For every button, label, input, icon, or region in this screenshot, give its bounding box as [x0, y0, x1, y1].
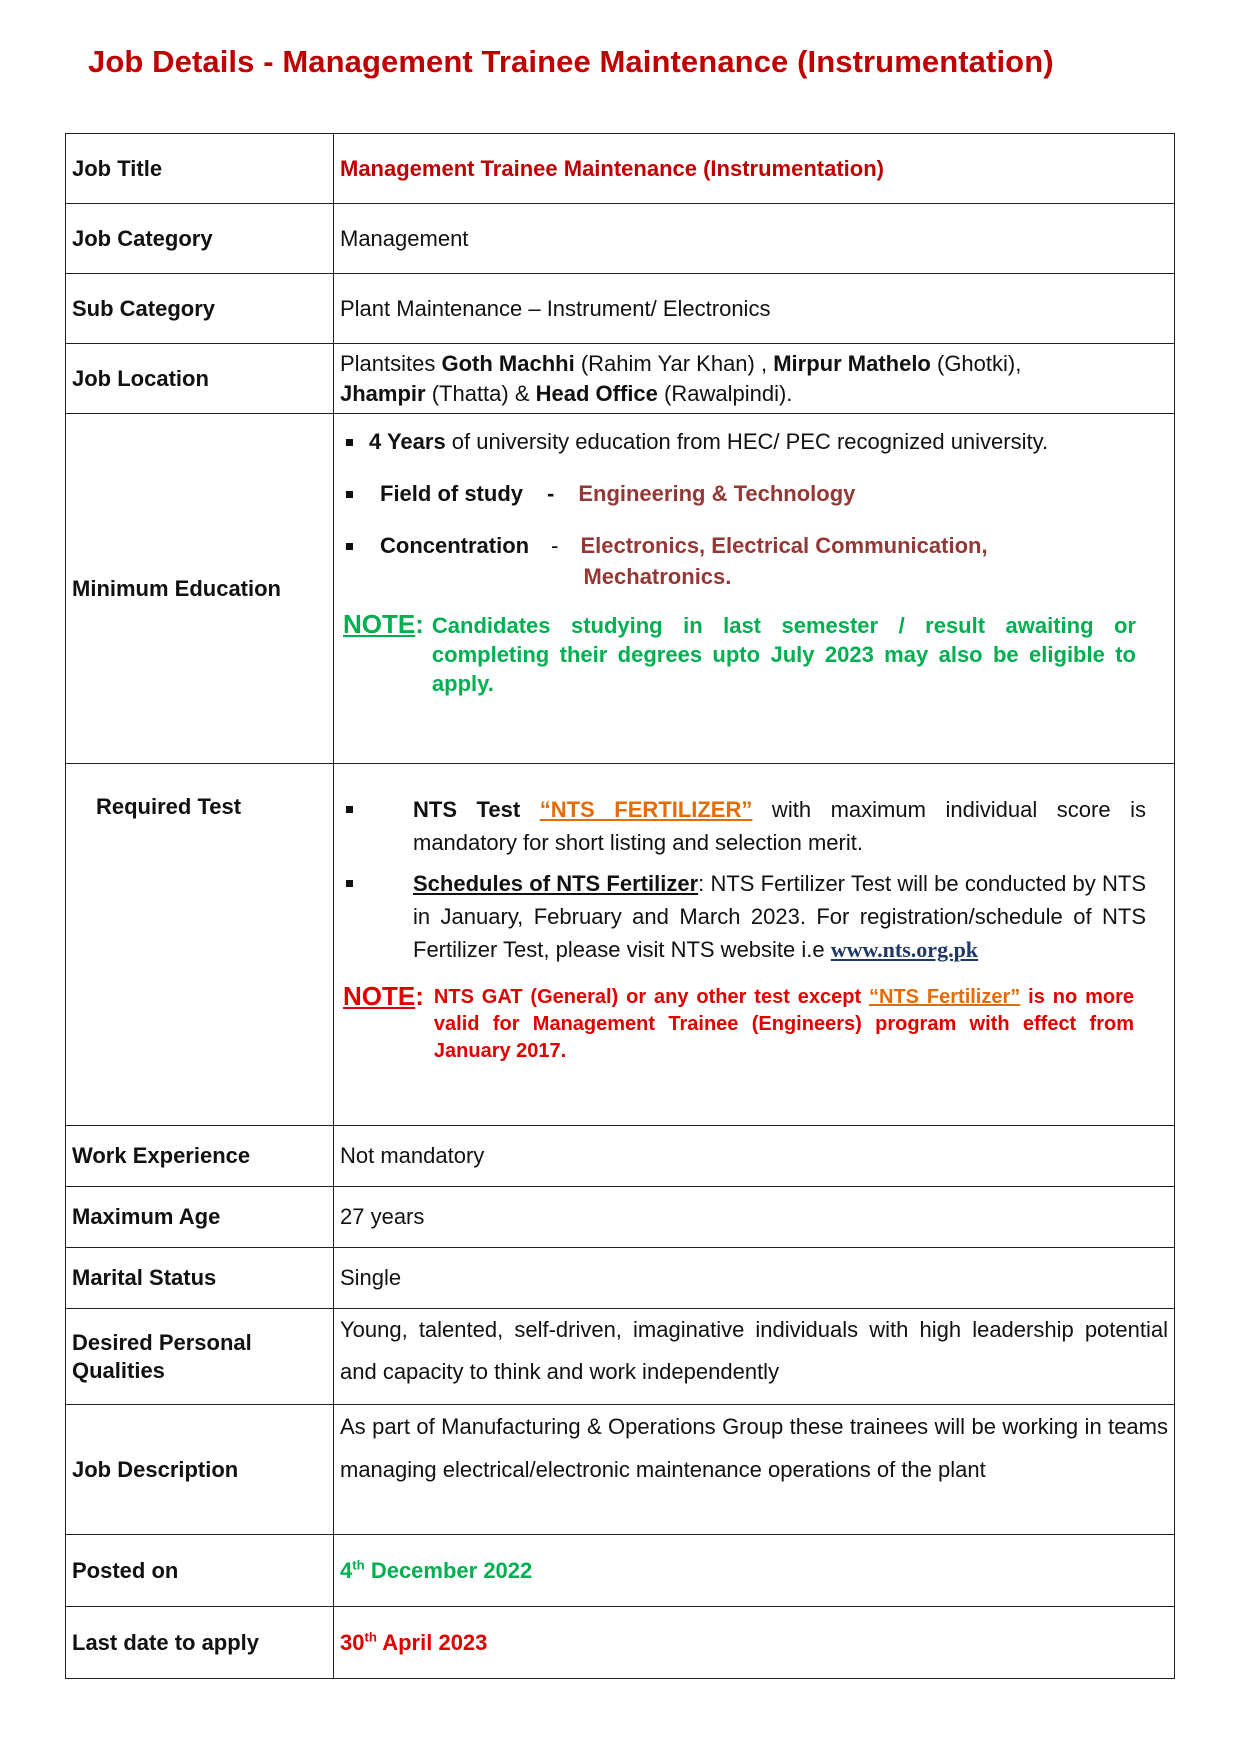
sub-category-value: Plant Maintenance – Instrument/ Electronics [334, 274, 1175, 344]
row-minimum-education [66, 414, 1175, 764]
location-text: Plantsites [340, 350, 442, 376]
required-test-value [334, 764, 1175, 1126]
education-note-colon: : [415, 609, 424, 639]
bullet-square-icon [346, 491, 353, 498]
education-note-key: NOTE [343, 609, 416, 639]
test-bullet-schedule [346, 867, 1146, 966]
concentration-label: Concentration [380, 533, 530, 558]
job-title-value: Management Trainee Maintenance (Instrumentation) [334, 134, 1175, 204]
education-bullet-field [346, 480, 1136, 508]
last-date-day: 30 [340, 1629, 365, 1655]
last-date-rest: April 2023 [376, 1629, 488, 1655]
concentration-dash: - [551, 533, 559, 558]
maximum-age-value: 27 years [334, 1187, 1175, 1248]
nts-test-text: with maximum individual score is mandatory for short listing and selection merit. [413, 797, 1147, 855]
nts-fertilizer-quote: “NTS FERTILIZER” [539, 797, 753, 822]
marital-status-value: Single [334, 1248, 1175, 1309]
required-test-label: Required Test [96, 794, 242, 819]
field-of-study-value: Engineering & Technology [578, 481, 856, 506]
education-note-text: Candidates studying in last semester / result awaiting or completing their degrees upto July 2023 may also be eligible to apply. [431, 613, 1136, 696]
personal-qualities-value: Young, talented, self-driven, imaginative individuals with high leadership potential and capacity to think and work independently [334, 1309, 1175, 1405]
posted-on-value [334, 1535, 1175, 1607]
job-description-value: As part of Manufacturing & Operations Group these trainees will be working in teams managing electrical/electronic maintenance operations of the plant [334, 1405, 1175, 1535]
posted-day-suffix: th [352, 1557, 365, 1573]
field-of-study-dash: - [547, 481, 555, 506]
row-job-location [66, 344, 1175, 414]
job-description-label: Job Description [66, 1405, 334, 1535]
row-posted-on [66, 1535, 1175, 1607]
row-job-description [66, 1405, 1175, 1535]
test-note-quote: “NTS Fertilizer” [869, 986, 1021, 1008]
personal-qualities-label [66, 1309, 334, 1405]
page-title: Job Details - Management Trainee Maintenance (Instrumentation) [88, 44, 1054, 79]
job-location-value [334, 344, 1175, 414]
posted-day: 4 [340, 1557, 353, 1583]
job-details-table [65, 133, 1175, 1679]
bullet-square-icon [346, 543, 353, 550]
test-bullet-nts [346, 793, 1146, 859]
row-work-experience [66, 1126, 1175, 1187]
location-text: (Ghotki), [930, 350, 1022, 376]
posted-on-label: Posted on [66, 1535, 334, 1607]
location-jhampir: Jhampir [340, 380, 426, 406]
row-required-test [66, 764, 1175, 1126]
qualities-label-line1: Desired Personal [72, 1329, 252, 1355]
job-location-label: Job Location [66, 344, 334, 414]
maximum-age-label: Maximum Age [66, 1187, 334, 1248]
posted-rest: December 2022 [364, 1557, 533, 1583]
marital-status-label: Marital Status [66, 1248, 334, 1309]
last-date-label: Last date to apply [66, 1607, 334, 1679]
location-text: (Thatta) & [425, 380, 536, 406]
field-of-study-label: Field of study [380, 481, 523, 506]
education-years-text: of university education from HEC/ PEC recognized university. [445, 429, 1049, 454]
location-mirpur-mathelo: Mirpur Mathelo [773, 350, 931, 376]
row-job-category [66, 204, 1175, 274]
minimum-education-value [334, 414, 1175, 764]
test-note-text: NTS GAT (General) or any other test except “NTS Fertilizer” is no more valid for Management Trainee (Engineers) program with effect from January 2017. [433, 986, 1134, 1062]
job-category-value: Management [334, 204, 1175, 274]
bullet-square-icon [346, 880, 353, 887]
row-marital-status [66, 1248, 1175, 1309]
bullet-square-icon [346, 439, 353, 446]
work-experience-label: Work Experience [66, 1126, 334, 1187]
concentration-value-line1: Electronics, Electrical Communication, [580, 533, 988, 558]
job-title-label: Job Title [66, 134, 334, 204]
test-note [343, 982, 1146, 1065]
schedule-text: : NTS Fertilizer Test will be conducted by NTS in January, February and March 2023. For registration/schedule of NTS Fertilizer Test, please visit NTS website i.e [413, 871, 1146, 962]
last-date-day-suffix: th [364, 1629, 377, 1645]
test-note-colon: : [415, 981, 424, 1011]
bullet-square-icon [346, 806, 353, 813]
education-bullet-years [346, 428, 1136, 456]
location-goth-machhi: Goth Machhi [441, 350, 575, 376]
education-bullet-concentration [346, 532, 1136, 594]
qualities-label-line2: Qualities [72, 1357, 165, 1383]
test-note-key: NOTE [343, 981, 416, 1011]
education-note [343, 610, 1136, 698]
required-test-label-cell [66, 764, 334, 1126]
job-category-label: Job Category [66, 204, 334, 274]
concentration-value-line2: Mechatronics. [583, 564, 732, 589]
education-years-bold: 4 Years [369, 429, 446, 454]
row-last-date [66, 1607, 1175, 1679]
nts-test-bold: NTS Test [413, 797, 540, 822]
location-head-office: Head Office [535, 380, 658, 406]
sub-category-label: Sub Category [66, 274, 334, 344]
location-text: (Rahim Yar Khan) , [574, 350, 774, 376]
row-maximum-age [66, 1187, 1175, 1248]
schedule-bold: Schedules of NTS Fertilizer [413, 871, 699, 896]
nts-website-link[interactable]: www.nts.org.pk [830, 937, 979, 962]
location-text: (Rawalpindi). [657, 380, 793, 406]
row-sub-category [66, 274, 1175, 344]
last-date-value [334, 1607, 1175, 1679]
row-personal-qualities [66, 1309, 1175, 1405]
row-job-title [66, 134, 1175, 204]
minimum-education-label: Minimum Education [66, 414, 334, 764]
work-experience-value: Not mandatory [334, 1126, 1175, 1187]
